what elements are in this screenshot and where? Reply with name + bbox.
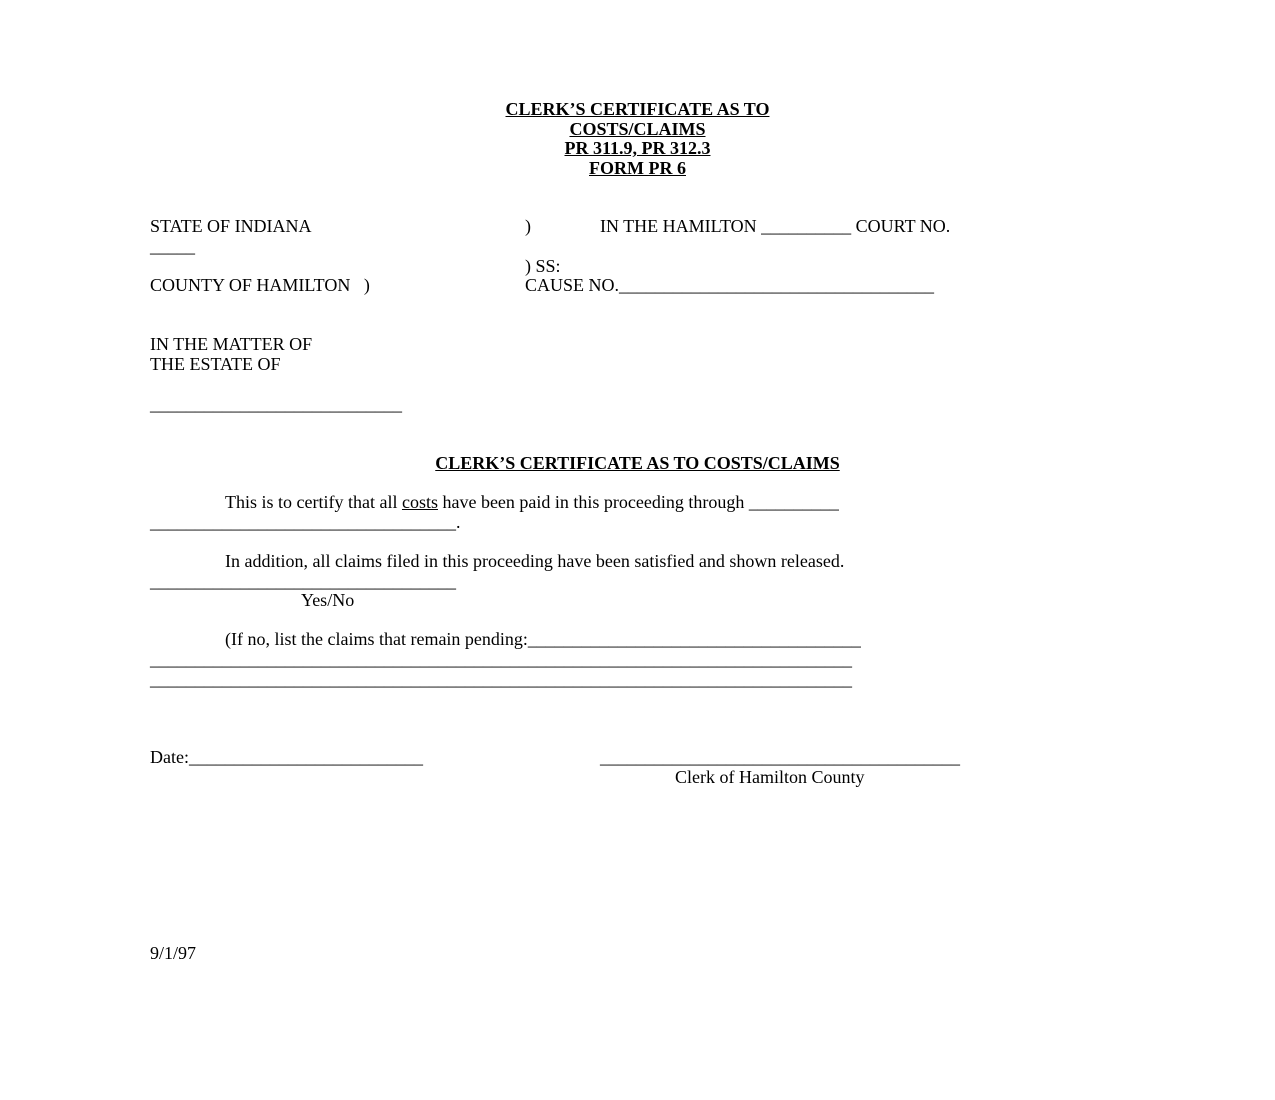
section-title: CLERK’S CERTIFICATE AS TO COSTS/CLAIMS [435, 453, 840, 473]
heading-form-no: FORM PR 6 [589, 157, 686, 178]
pending-blank-2: ______________________________________________________________________________ [150, 669, 852, 689]
signature-blank: ________________________________________ [600, 747, 960, 767]
court-line: IN THE HAMILTON __________ COURT NO. [600, 216, 951, 236]
costs-line2: __________________________________. [150, 512, 461, 532]
form-heading [0, 100, 1275, 178]
matter-line2: THE ESTATE OF [150, 354, 281, 374]
caption-paren: ) [525, 216, 531, 236]
costs-statement [225, 492, 839, 512]
heading-title-line1: CLERK’S CERTIFICATE AS TO [505, 99, 770, 119]
matter-line1: IN THE MATTER OF [150, 334, 313, 354]
cause-no-line: CAUSE NO.___________________________________ [525, 275, 935, 295]
court-no-blank: _____ [150, 236, 195, 256]
pending-line: (If no, list the claims that remain pending:_____________________________________ [225, 629, 861, 649]
costs-pre: This is to certify that all [225, 492, 402, 512]
revision-date: 9/1/97 [150, 943, 197, 963]
costs-post: have been paid in this proceeding through __________ [437, 492, 839, 512]
county-label: COUNTY OF HAMILTON ) [150, 275, 370, 295]
clerk-label: Clerk of Hamilton County [675, 767, 865, 787]
costs-word: costs [401, 492, 438, 512]
state-label: STATE OF INDIANA [150, 216, 312, 236]
heading-title-line2: COSTS/CLAIMS [569, 118, 706, 139]
heading-rule-refs: PR 311.9, PR 312.3 [564, 138, 711, 158]
claims-blank: __________________________________ [150, 571, 456, 591]
claims-statement: In addition, all claims filed in this proceeding have been satisfied and shown released. [225, 551, 845, 571]
date-line: Date:__________________________ [150, 747, 423, 767]
pending-blank-1: ______________________________________________________________________________ [150, 649, 852, 669]
ss-label: ) SS: [525, 256, 561, 276]
estate-name-blank: ____________________________ [150, 394, 402, 414]
yes-no-label: Yes/No [301, 590, 355, 610]
